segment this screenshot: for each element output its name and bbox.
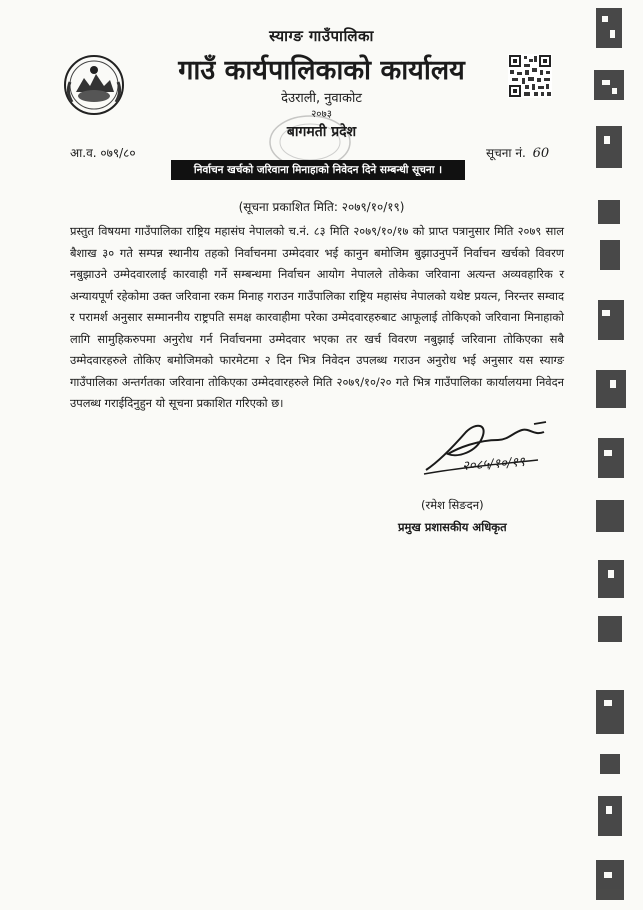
notice-number (486, 144, 549, 161)
signature-icon (418, 418, 568, 482)
signer-name: (रमेश सिङदन) (421, 498, 484, 512)
signature-date: २०८५/१०/१९ (461, 454, 526, 475)
notice-body: प्रस्तुत विषयमा गाउँपालिका राष्ट्रिय महासंघ नेपालको च.नं. ८३ मिति २०७९/१०/१७ को प्राप्त पत्रानुसार मिति २०७९ साल बैशाख ३० गते सम्पन्न स्थानीय तहको निर्वाचनमा उम्मेदवार भई कानुन बमोजिम बुझाउनुपर्ने निर्वाचन खर्चको विवरण नबुझाउने उम्मेदवारलाई कारवाही गर्ने सम्बन्धमा निर्वाचन आयोग नेपालले तोकेका जरिवाना अत्यन्त अव्यवहारिक र अन्यायपूर्ण रहेकोमा उक्त जरिवाना रकम मिनाह गराउन गाउँपालिका राष्ट्रिय महासंघ नेपालको यथेष्ट प्रयत्न, निरन्तर सम्वाद र परामर्श अनुसार सम्माननीय राष्ट्रपति समक्ष कारवाहीमा परेका उम्मेदवारहरुबाट आफूलाई तोकिएको जरिवाना मिनाहाको लागि सामुहिकरुपमा अनुरोध गर्न निर्वाचनमा उम्मेदवार भएका तर खर्च विवरण नबुझाई जरिवाना तोकिएका सबै उम्मेदवारहरुले तोकिए बमोजिमको फारमेटमा २ दिन भित्र निवेदन उपलब्ध गराउन अनुरोध भई अनुसार यस स्याग्ङ गाउँपालिका अन्तर्गतका जरिवाना तोकिएका उम्मेदवारहरुले मिति २०७९/१०/२० गते भित्र गाउँपालिका कार्यालयमा निवेदन उपलब्ध गराईदिनुहुन यो सूचना प्रकाशित गरिएको छ। (70, 224, 564, 410)
office-name: गाउँ कार्यपालिकाको कार्यालय (178, 55, 465, 86)
notice-number-value: 60 (532, 146, 550, 161)
established-year: २०७३ (311, 109, 332, 120)
province-name: बागमती प्रदेश (286, 124, 357, 140)
signer-title: प्रमुख प्रशासकीय अधिकृत (398, 520, 507, 534)
fiscal-year: आ.व. ०७९/८० (70, 146, 136, 160)
notice-subject-banner: निर्वाचन खर्चको जरिवाना मिनाहाको निवेदन दिने सम्बन्धी सूचना । (171, 160, 465, 180)
scan-edge-artifact (590, 0, 643, 910)
office-address: देउराली, नुवाकोट (281, 91, 362, 106)
municipality-name: स्याग्ङ गाउँपालिका (269, 27, 374, 45)
published-date: (सूचना प्रकाशित मिति: २०७९/१०/१९) (238, 200, 405, 214)
notice-number-label: सूचना नं. (486, 146, 526, 160)
